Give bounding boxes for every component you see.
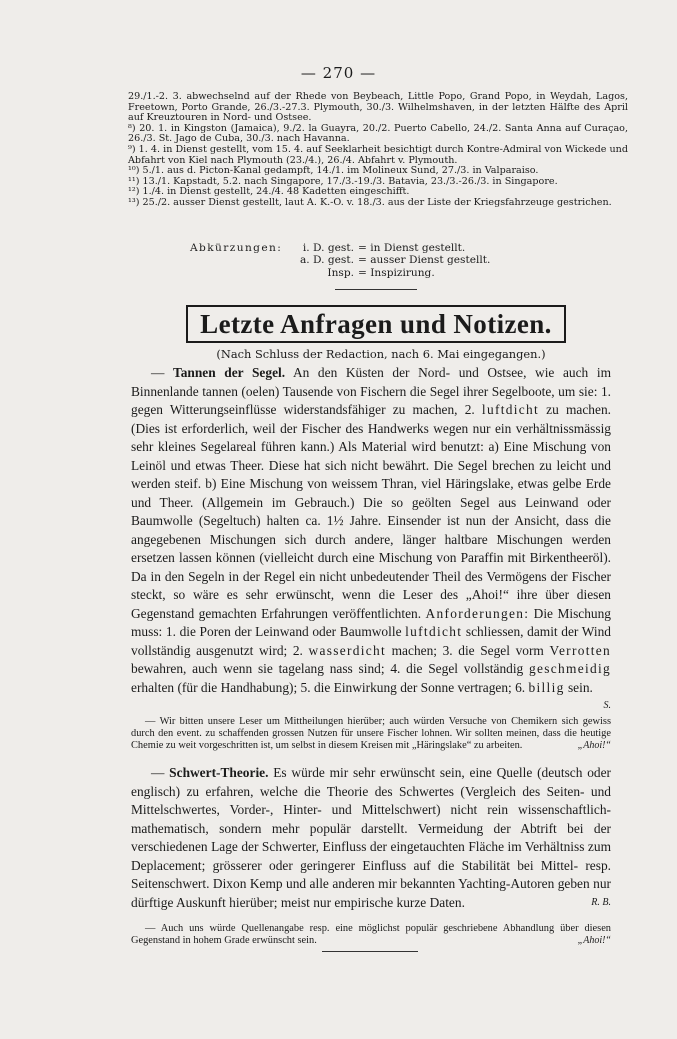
section-title: Letzte Anfragen und Notizen. [186, 305, 566, 343]
divider-rule [322, 951, 418, 952]
footnote: ¹³) 25./2. ausser Dienst gestellt, laut A. K.-O. v. 18./3. aus der Liste der Kriegsfahrzeuge gestrichen. [128, 196, 612, 208]
footnote: ⁸) 20. 1. in Kingston (Jamaica), 9./2. la Guayra, 20./2. Puerto Cabello, 24./2. Santa Anna auf Curaçao, 26./3. St. Jago de Cuba, 30./3. nach Havanna. [128, 122, 628, 145]
page-number: — 270 — [300, 64, 377, 82]
abbreviations-label: Abkürzungen: [190, 242, 283, 254]
abbreviation-key: Insp. [327, 266, 354, 279]
article-heading: Tannen der Segel. [173, 365, 286, 380]
abbreviation-value: = Inspizirung. [358, 266, 435, 279]
article-signature: S. [603, 700, 611, 711]
note-signature: „Ahoi!“ [577, 934, 611, 946]
abbreviation-key: a. D. gest. [299, 254, 354, 267]
footnote: ¹¹) 13./1. Kapstadt, 5.2. nach Singapore, 17./3.-19./3. Batavia, 23./3.-26./3. in Singapore. [128, 175, 558, 187]
note-signature: „Ahoi!“ [577, 739, 611, 751]
article-paragraph: — Tannen der Segel. An den Küsten der Nord- und Ostsee, wie auch im Binnenlande tannen (oelen) Tausende von Fischern die Segel ihrer Segelboote, um sie: 1. gegen Witterungseinflüsse widerstandsfähiger zu machen, 2. luftdicht zu machen. (Dies ist erforderlich, weil der Fischer des Handwerks wegen nur ein verhältnissmässig sehr kleines Segelareal führen kann.) Als Material wird benutzt: a) Eine Mischung von Leinöl und etwas Theer. Diese hat sich nicht bewährt. Die Segel brechen zu leicht und werden steif. b) Eine Mischung von weissem Thran, viel Häringslake, etwas gelbe Erde und Theer. (Allgemein im Gebrauch.) Die so geölten Segel aus Leinwand oder Baumwolle (Segeltuch) halten ca. 1½ Jahre. Einsender ist nun der Ansicht, dass die angegebenen Mischungen sich durch andere, länger haltbare Mischungen werden ersetzen lassen können (vielleicht durch eine Mischung von Paraffin mit Birkentheeröl). Da in den Segeln in der Regel ein nicht unbedeutender Theil des Vermögens der Fischer steckt, so wäre es sehr erwünscht, wenn die Leser des „Ahoi!“ ihre über diesen Gegenstand gemachten Erfahrungen veröffentlichten. Anforderungen: Die Mischung muss: 1. die Poren der Leinwand oder Baumwolle luftdicht schliessen, damit der Wind vollständig ausgenutzt wird; 2. wasserdicht machen; 3. die Segel vorm Verrotten bewahren, auch wenn sie tagelang nass sind; 4. die Segel vollständig geschmeidig erhalten (für die Handhabung); 5. die Einwirkung der Sonne vertragen; 6. billig sein. S. [131, 364, 611, 697]
abbreviation-value: = ausser Dienst gestellt. [358, 254, 491, 267]
footnote: ⁹) 1. 4. in Dienst gestellt, vom 15. 4. auf Seeklarheit besichtigt durch Kontre-Admiral von Wickede und Abfahrt von Kiel nach Plymouth (23./4.), 26./4. Abfahrt v. Plymouth. [128, 143, 628, 166]
note-text: — Auch uns würde Quellenangabe resp. eine möglichst populär geschriebene Abhandlung über diesen Gegenstand in hohem Grade erwünscht sein. [131, 923, 611, 946]
article-schwert-theorie [131, 764, 611, 912]
footnote: ¹⁰) 5./1. aus d. Picton-Kanal gedampft, 14./1. im Molineux Sund, 27./3. in Valparaiso. [128, 165, 539, 177]
editorial-note [131, 923, 611, 947]
article-tannen-der-segel [131, 364, 611, 716]
article-heading: Schwert-Theorie. [169, 765, 269, 780]
article-signature: R. B. [591, 896, 611, 908]
section-subtitle: (Nach Schluss der Redaction, nach 6. Mai eingegangen.) [216, 347, 546, 361]
abbreviations-legend [190, 242, 550, 279]
abbreviation-value: = in Dienst gestellt. [358, 242, 466, 254]
editorial-note [131, 716, 611, 751]
footnote: 29./1.-2. 3. abwechselnd auf der Rhede von Beybeach, Little Popo, Grand Popo, in Weydah, Lagos, Freetown, Porto Grande, 26./3.-27.3. Plymouth, 30./3. Wilhelmshaven, in der letzten Hälfte des April auf Kreuztouren in Nord- und Ostsee. [128, 91, 628, 124]
footnotes-block [128, 92, 628, 209]
note-text: — Wir bitten unsere Leser um Mittheilungen hierüber; auch würden Versuche von Chemikern sich gewiss durch den event. zu schaffenden grossen Nutzen für unsere Fischer lohnen. Wir sollten meinen, dass die heutige Chemie zu weit vorgeschritten ist, um selbst in diesem Kreisen mit „Häringslake“ zu arbeiten. [131, 716, 611, 751]
abbreviation-key: i. D. gest. [302, 242, 354, 254]
footnote: ¹²) 1./4. in Dienst gestellt, 24./4. 48 Kadetten eingeschifft. [128, 186, 410, 198]
divider-rule [335, 289, 417, 290]
article-paragraph: — Schwert-Theorie. Es würde mir sehr erwünscht sein, eine Quelle (deutsch oder englisch) zu erfahren, welche die Theorie des Schwertes (Vergleich des Seiten- und Mittelschwertes, Vorder-, Hinter- und Mittelschwert) nicht rein wissenschaftlich-mathematisch, sondern mehr populär darstellt. Vermeidung der Abtrift bei der verschiedenen Lage der Schwerter, Einfluss der eingetauchten Fläche im Verhältniss zum Deplacement; grösserer oder geringerer Einfluss auf die Stabilität bei Mittel- resp. Seitenschwert. Dixon Kemp und alle anderen mir bekannten Yachting-Autoren geben nur dürftige Auskunft hierüber; meist nur empirische kurze Daten. R. B. [131, 764, 611, 912]
